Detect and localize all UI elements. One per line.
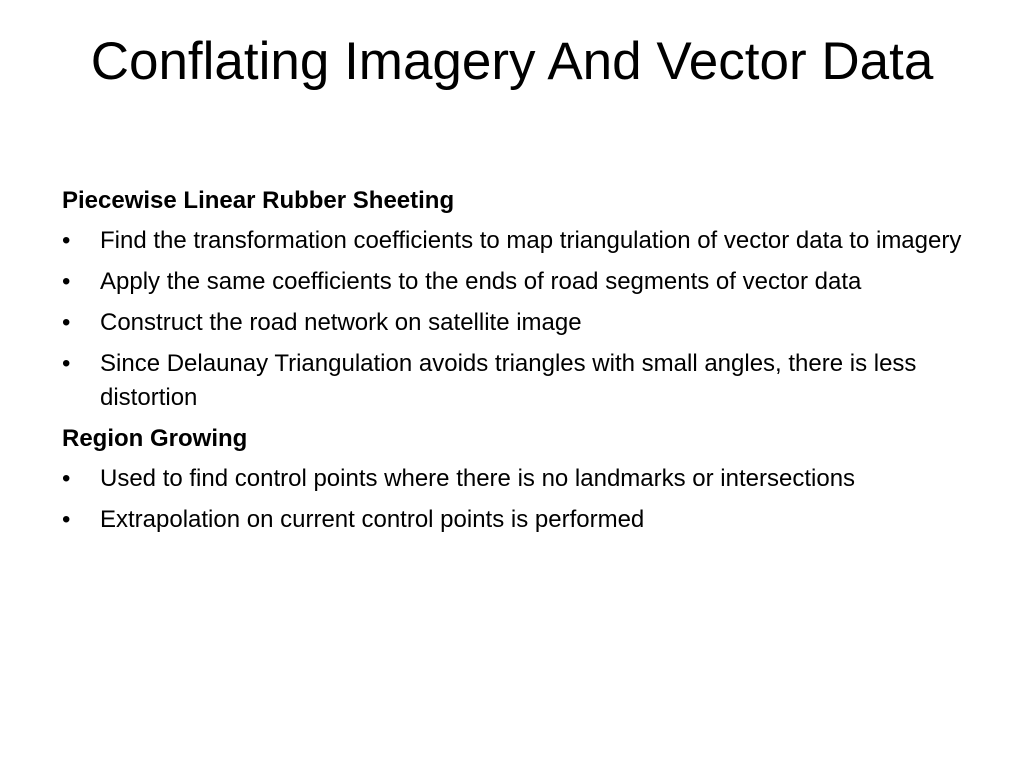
section-heading: Piecewise Linear Rubber Sheeting — [62, 187, 455, 214]
bullet-icon: • — [62, 350, 71, 377]
bullet-text: Apply the same coefficients to the ends of road segments of vector data — [100, 268, 862, 295]
bullet-icon: • — [62, 309, 71, 336]
bullet-item — [62, 306, 962, 340]
slide-content — [62, 184, 962, 544]
bullet-item — [62, 503, 962, 537]
bullet-list — [62, 462, 962, 537]
bullet-item — [62, 224, 962, 258]
bullet-list — [62, 224, 962, 415]
bullet-item — [62, 265, 962, 299]
bullet-item — [62, 462, 962, 496]
bullet-text: Since Delaunay Triangulation avoids triangles with small angles, there is less distortion — [100, 350, 917, 411]
section-heading: Region Growing — [62, 425, 248, 452]
section-rubber-sheeting — [62, 184, 962, 415]
bullet-text: Extrapolation on current control points is performed — [100, 506, 645, 533]
bullet-icon: • — [62, 227, 71, 254]
bullet-item — [62, 347, 962, 415]
section-region-growing — [62, 422, 962, 537]
bullet-icon: • — [62, 465, 71, 492]
bullet-text: Construct the road network on satellite image — [100, 309, 582, 336]
bullet-icon: • — [62, 268, 71, 295]
bullet-text: Used to find control points where there is no landmarks or intersections — [100, 465, 856, 492]
slide-title: Conflating Imagery And Vector Data — [90, 32, 934, 91]
bullet-text: Find the transformation coefficients to map triangulation of vector data to imagery — [100, 227, 962, 254]
bullet-icon: • — [62, 506, 71, 533]
